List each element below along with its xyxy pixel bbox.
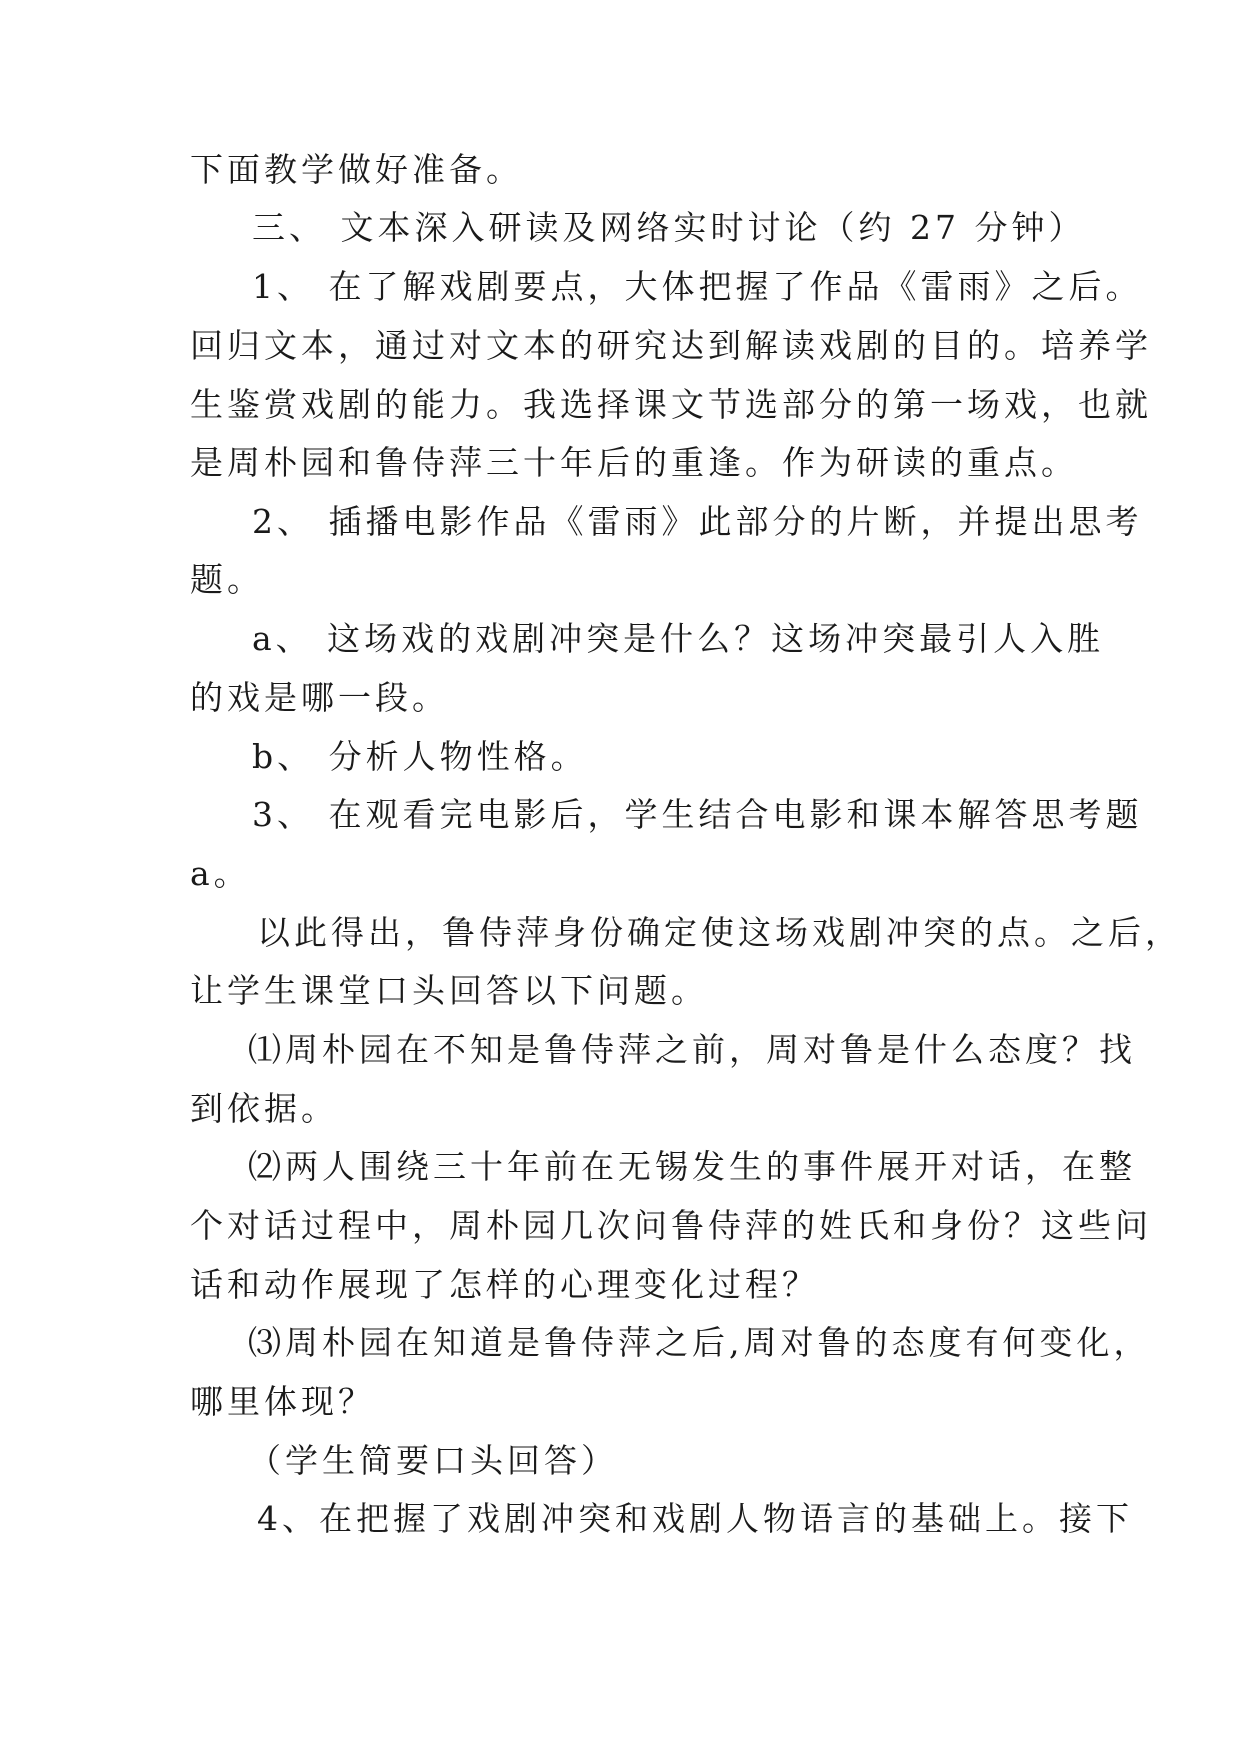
text-line: 话和动作展现了怎样的心理变化过程？ — [190, 1265, 819, 1304]
text-line: ⑵两人围绕三十年前在无锡发生的事件展开对话，在整 — [248, 1147, 1136, 1186]
text-line: 下面教学做好准备。 — [190, 150, 523, 189]
text-line: 是周朴园和鲁侍萍三十年后的重逢。作为研读的重点。 — [190, 443, 1078, 482]
text-line: 个对话过程中，周朴园几次问鲁侍萍的姓氏和身份？这些问 — [190, 1206, 1152, 1245]
text-line: a、 这场戏的戏剧冲突是什么？这场冲突最引人入胜 — [252, 619, 1105, 658]
text-line: ⑴周朴园在不知是鲁侍萍之前，周对鲁是什么态度？找 — [248, 1030, 1136, 1069]
text-line: 生鉴赏戏剧的能力。我选择课文节选部分的第一场戏，也就 — [190, 385, 1152, 424]
text-line: 4、在把握了戏剧冲突和戏剧人物语言的基础上。接下 — [257, 1499, 1133, 1538]
text-line: 到依据。 — [190, 1089, 338, 1128]
text-line: b、 分析人物性格。 — [252, 737, 588, 776]
text-line: ⑶周朴园在知道是鲁侍萍之后,周对鲁的态度有何变化， — [248, 1323, 1151, 1362]
text-line: 3、 在观看完电影后，学生结合电影和课本解答思考题 — [252, 795, 1143, 834]
section-heading: 三、 文本深入研读及网络实时讨论（约 27 分钟） — [252, 208, 1086, 247]
text-line: 题。 — [190, 560, 264, 599]
text-line: a。 — [190, 854, 251, 893]
text-line: （学生简要口头回答） — [248, 1441, 618, 1480]
text-line: 的戏是哪一段。 — [190, 678, 449, 717]
text-line: 以此得出，鲁侍萍身份确定使这场戏剧冲突的点。之后， — [257, 913, 1182, 952]
text-line: 1、 在了解戏剧要点，大体把握了作品《雷雨》之后。 — [252, 267, 1143, 306]
text-line: 让学生课堂口头回答以下问题。 — [190, 971, 708, 1010]
text-line: 2、 插播电影作品《雷雨》此部分的片断，并提出思考 — [252, 502, 1143, 541]
text-line: 回归文本，通过对文本的研究达到解读戏剧的目的。培养学 — [190, 326, 1152, 365]
text-line: 哪里体现？ — [190, 1382, 375, 1421]
